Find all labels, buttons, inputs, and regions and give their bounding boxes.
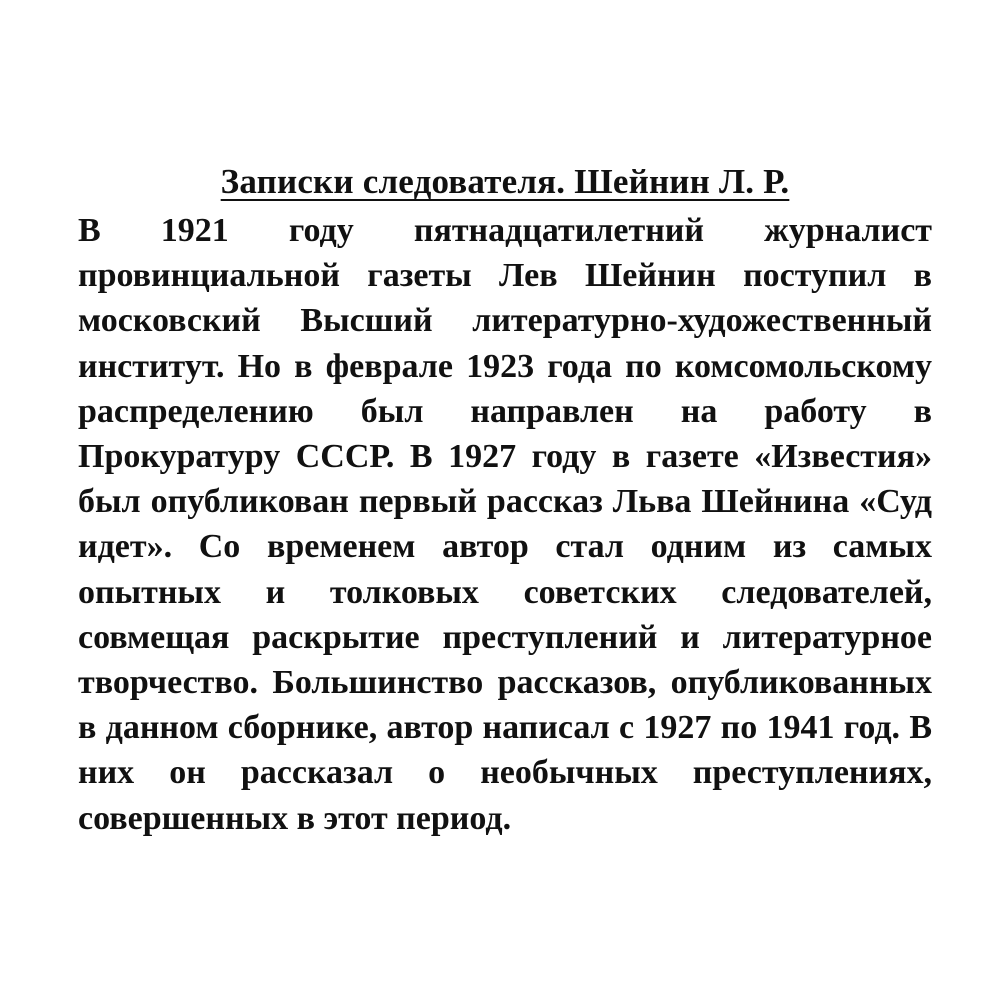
document-title xyxy=(78,160,932,204)
document-title-text: Записки следователя. Шейнин Л. Р. xyxy=(220,162,790,201)
document-paragraph: В 1921 году пятнадцатилетний журналист провинциальной газеты Лев Шейнин поступил в московский Высший литературно-художественный институт. Но в феврале 1923 года по комсомольскому распределению был направлен на работу в Прокуратуру СССР. В 1927 году в газете «Известия» был опубликован первый рассказ Льва Шейнина «Суд идет». Со временем автор стал одним из самых опытных и толковых советских следователей, совмещая раскрытие преступлений и литературное творчество. Большинство рассказов, опубликованных в данном сборнике, автор написал с 1927 по 1941 год. В них он рассказал о необычных преступлениях, совершенных в этот период. xyxy=(78,212,932,837)
document-page xyxy=(78,160,932,841)
